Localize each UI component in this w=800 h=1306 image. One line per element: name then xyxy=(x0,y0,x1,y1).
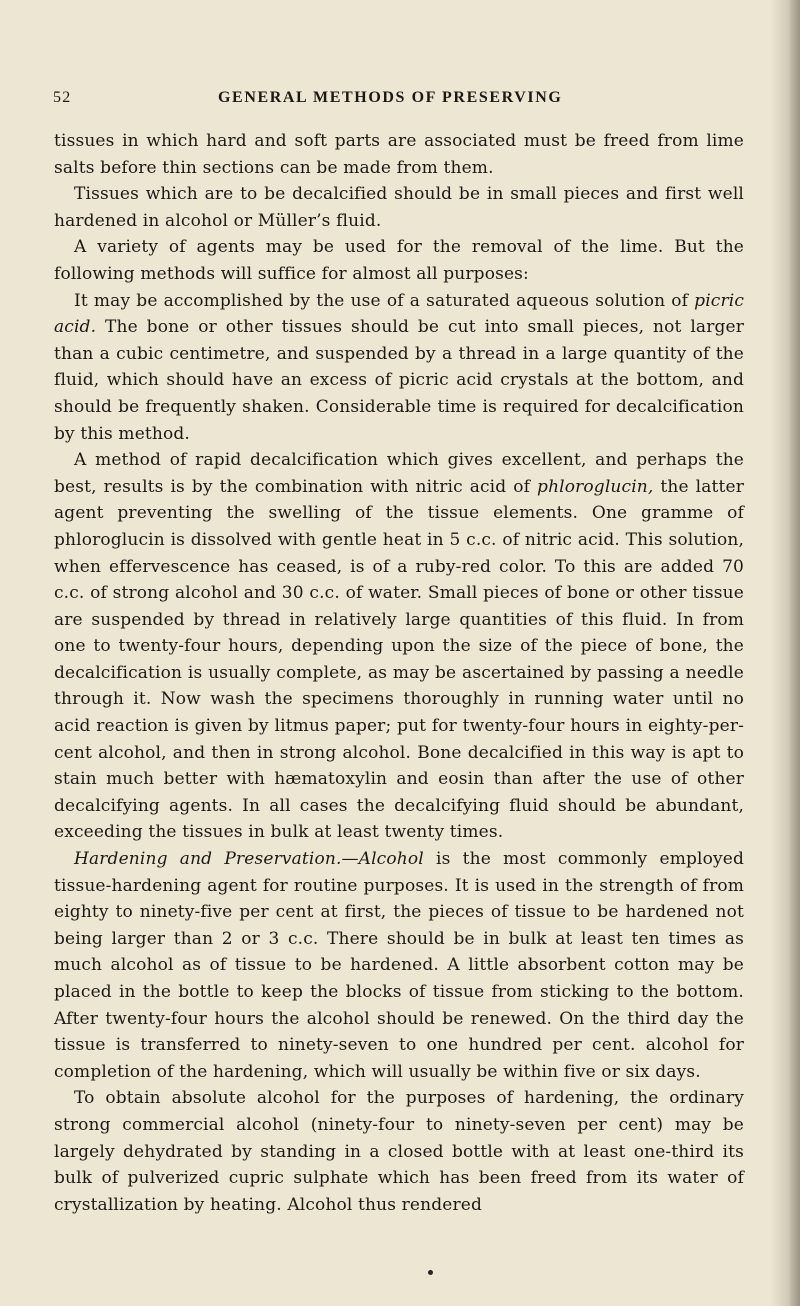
paragraph xyxy=(54,181,744,234)
section-heading-italic: Hardening and Preservation.—Alcohol xyxy=(74,849,424,870)
paragraph xyxy=(54,288,744,448)
paragraph xyxy=(54,128,744,181)
italic-term: picric acid. xyxy=(54,290,744,338)
text-segment: Tissues which are to be decalcified should be in small pieces and first well hardened in alcohol or Müller’s fluid. xyxy=(54,184,744,231)
page-number: 52 xyxy=(53,89,72,106)
text-segment: A method of rapid decalcification which gives excellent, and perhaps the best, results is by the combination with nitric acid of xyxy=(54,450,744,497)
text-segment: is the most commonly employed tissue-hardening agent for routine purposes. It is used in the strength of from eighty to ninety-five per cent at first, the pieces of tissue to be hardened not being larger than 2 or 3 c.c. There should be in bulk at least ten times as much alcohol as of tissue to be hardened. A little absorbent cotton may be placed in the bottle to keep the blocks of tissue from sticking to the bottom. After twenty-four hours the alcohol should be renewed. On the third day the tissue is transferred to ninety-seven to one hundred per cent. alcohol for completion of the hardening, which will usually be within five or six days. xyxy=(54,849,744,1082)
printer-mark-dot xyxy=(428,1270,433,1275)
page-edge-shadow xyxy=(790,0,800,1306)
body-text xyxy=(54,128,744,1218)
text-segment: The bone or other tissues should be cut into small pieces, not larger than a cubic centimetre, and suspended by a thread in a large quantity of the fluid, which should have an excess of picric acid crystals at the bottom, and should be frequently shaken. Considerable time is required for decalcification by this method. xyxy=(54,317,744,444)
text-segment: To obtain absolute alcohol for the purposes of hardening, the ordinary strong commercial alcohol (ninety-four to ninety-seven per cent) may be largely dehydrated by standing in a closed bottle with at least one-third its bulk of pulverized cupric sulphate which has been freed from its water of crystallization by heating. Alcohol thus rendered xyxy=(54,1088,744,1215)
page-header xyxy=(40,89,760,113)
italic-term: phloroglucin, xyxy=(537,476,654,497)
paragraph xyxy=(54,234,744,287)
text-segment: It may be accomplished by the use of a saturated aqueous solution of xyxy=(74,290,695,311)
text-segment: tissues in which hard and soft parts are associated must be freed from lime salts before thin sections can be made from them. xyxy=(54,131,744,178)
text-segment: A variety of agents may be used for the removal of the lime. But the following methods will suffice for almost all purposes: xyxy=(54,237,744,284)
paragraph xyxy=(54,1085,744,1218)
running-head: GENERAL METHODS OF PRESERVING xyxy=(218,89,563,106)
paragraph xyxy=(54,846,744,1085)
text-segment: the latter agent preventing the swelling of the tissue elements. One gramme of phloroglucin is dissolved with gentle heat in 5 c.c. of nitric acid. This solution, when effervescence has ceased, is of a ruby-red color. To this are added 70 c.c. of strong alcohol and 30 c.c. of water. Small pieces of bone or other tissue are suspended by thread in relatively large quantities of this fluid. In from one to twenty-four hours, depending upon the size of the piece of bone, the decalcification is usually complete, as may be ascertained by passing a needle through it. Now wash the specimens thoroughly in running water until no acid reaction is given by litmus paper; put for twenty-four hours in eighty-per-cent alcohol, and then in strong alcohol. Bone decalcified in this way is apt to stain much better with hæmatoxylin and eosin than after the use of other decalcifying agents. In all cases the decalcifying fluid should be abundant, exceeding the tissues in bulk at least twenty times. xyxy=(54,476,744,843)
paragraph xyxy=(54,447,744,846)
